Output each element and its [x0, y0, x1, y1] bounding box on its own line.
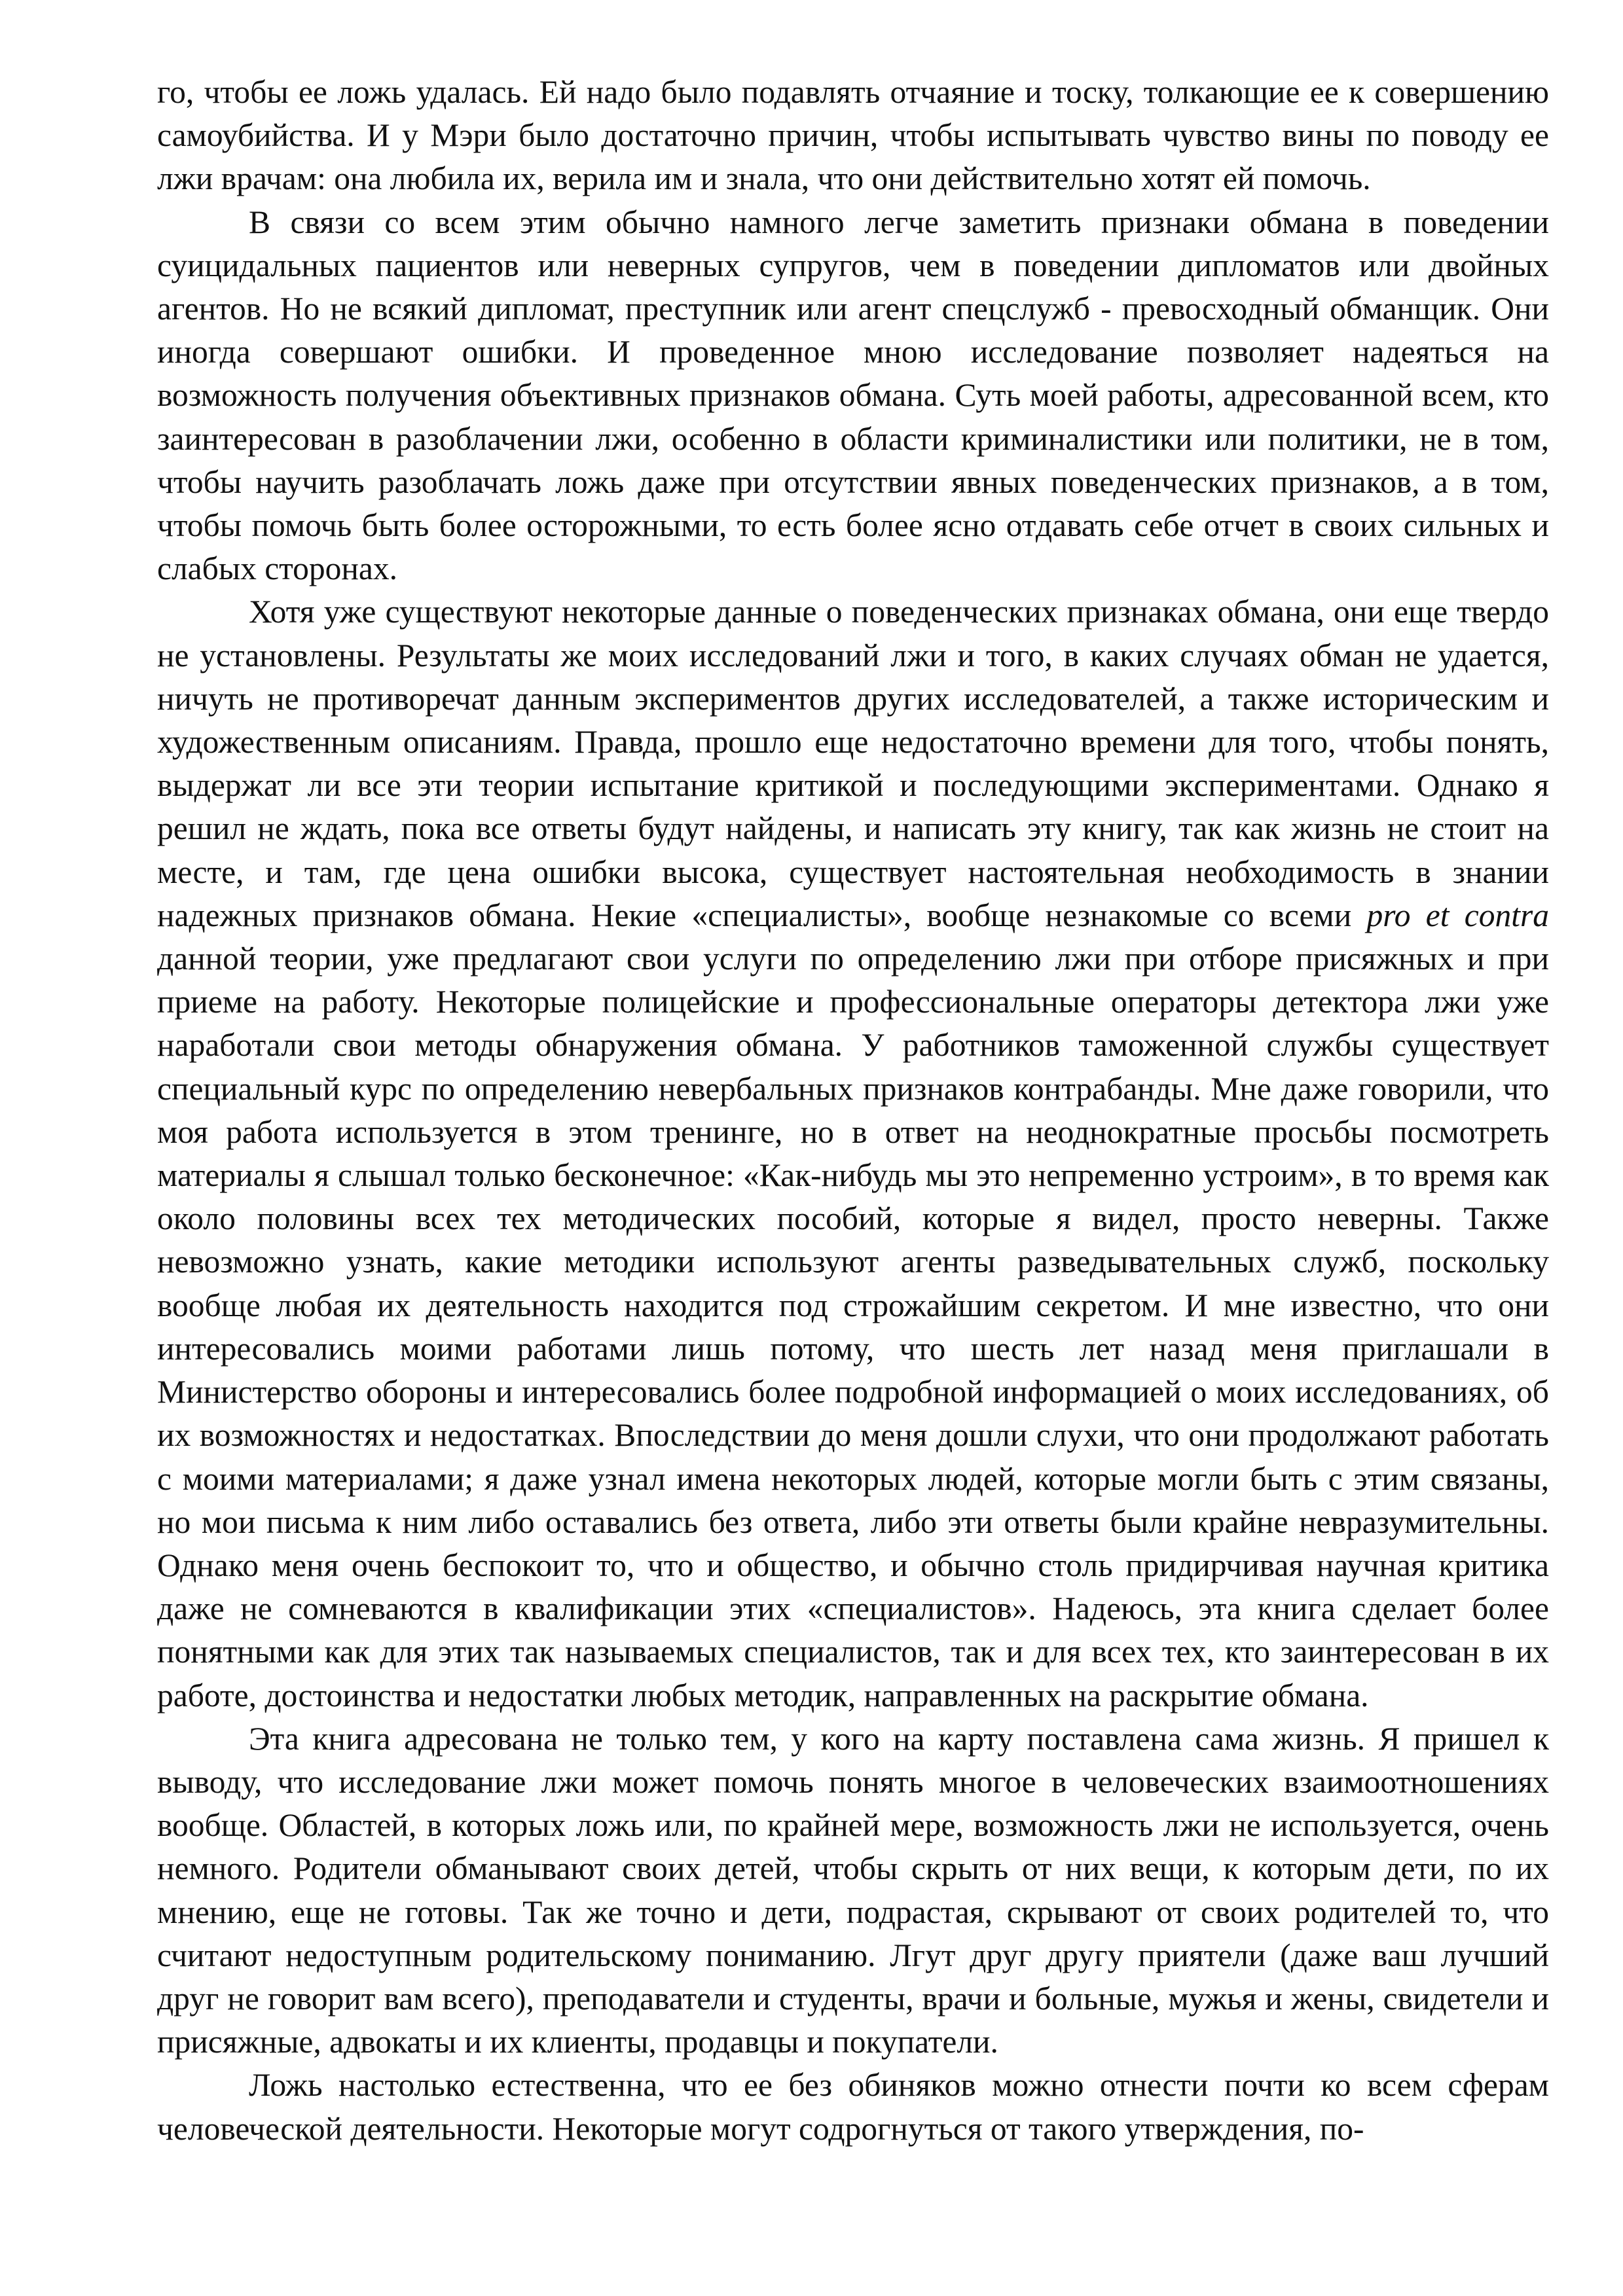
paragraph-natural-lie: Ложь настолько естественна, что ее без обиняков можно отнести почти ко всем сферам человеческой деятельности. Некоторые могут содрогнуться от такого утверждения, по-	[157, 2067, 1549, 2147]
paragraph-specialists	[157, 590, 1549, 1717]
italic-phrase: pro et contra	[1366, 897, 1550, 933]
paragraph-detection-signs: В связи со всем этим обычно намного легче заметить признаки обмана в поведении суицидальных пациентов или неверных супругов, чем в поведении дипломатов или двойных агентов. Но не всякий дипломат, преступник или агент спецслужб - превосходный обманщик. Они иногда совершают ошибки. И проведенное мною исследование позволяет надеяться на возможность получения объективных признаков обмана. Суть моей работы, адресованной всем, кто заинтересован в разоблачении лжи, особенно в области криминалистики или политики, не в том, чтобы научить разоблачать ложь даже при отсутствии явных поведенческих признаков, а в том, чтобы помочь быть более осторожными, то есть более ясно отдавать себе отчет в своих сильных и слабых сторонах.	[157, 204, 1549, 587]
paragraph-specialists-part-2: данной теории, уже предлагают свои услуги по определению лжи при отборе присяжных и при приеме на работу. Некоторые полицейские и профессиональные операторы детектора лжи уже наработали свои методы обнаружения обмана. У работников таможенной службы существует специальный курс по определению невербальных признаков контрабанды. Мне даже говорили, что моя работа используется в этом тренинге, но в ответ на неоднократные просьбы посмотреть материалы я слышал только бесконечное: «Как-нибудь мы это непременно устроим», в то время как около половины всех тех методических пособий, которые я видел, просто неверны. Также невозможно узнать, какие методики используют агенты разведывательных служб, поскольку вообще любая их деятельность находится под строжайшим секретом. И мне известно, что они интересовались моими работами лишь потому, что шесть лет назад меня приглашали в Министерство обороны и интересовались более подробной информацией о моих исследованиях, об их возможностях и недостатках. Впоследствии до меня дошли слухи, что они продолжают работать с моими материалами; я даже узнал имена некоторых людей, которые могли быть с этим связаны, но мои письма к ним либо оставались без ответа, либо эти ответы были крайне невразумительны. Однако меня очень беспокоит то, что и общество, и обычно столь придирчивая научная критика даже не сомневаются в квалификации этих «специалистов». Надеюсь, эта книга сделает более понятными как для этих так называемых специалистов, так и для всех тех, кто заинтересован в их работе, достоинства и недостатки любых методик, направленных на раскрытие обмана.	[157, 941, 1549, 1713]
body-text	[157, 71, 1549, 2151]
paragraph-continuation: го, чтобы ее ложь удалась. Ей надо было подавлять отчаяние и тоску, толкающие ее к совершению самоубийства. И у Мэри было достаточно причин, чтобы испытывать чувство вины по поводу ее лжи врачам: она любила их, верила им и знала, что они действительно хотят ей помочь.	[157, 74, 1549, 197]
paragraph-specialists-part-1: Хотя уже существуют некоторые данные о поведенческих признаках обмана, они еще твердо не установлены. Результаты же моих исследований лжи и того, в каких случаях обман не удается, ничуть не противоречат данным экспериментов других исследователей, а также историческим и художественным описаниям. Правда, прошло еще недостаточно времени для того, чтобы понять, выдержат ли все эти теории испытание критикой и последующими экспериментами. Однако я решил не ждать, пока все ответы будут найдены, и написать эту книгу, так как жизнь не стоит на месте, и там, где цена ошибки высока, существует настоятельная необходимость в знании надежных признаков обмана. Некие «специалисты», вообще незнакомые со всеми	[157, 594, 1549, 933]
paragraph-relationships: Эта книга адресована не только тем, у кого на карту поставлена сама жизнь. Я пришел к выводу, что исследование лжи может помочь понять многое в человеческих взаимоотношениях вообще. Областей, в которых ложь или, по крайней мере, возможность лжи не используется, очень немного. Родители обманывают своих детей, чтобы скрыть от них вещи, к которым дети, по их мнению, еще не готовы. Так же точно и дети, подрастая, скрывают от своих родителей то, что считают недоступным родительскому пониманию. Лгут друг другу приятели (даже ваш лучший друг не говорит вам всего), преподаватели и студенты, врачи и больные, мужья и жены, свидетели и присяжные, адвокаты и их клиенты, продавцы и покупатели.	[157, 1720, 1549, 2060]
